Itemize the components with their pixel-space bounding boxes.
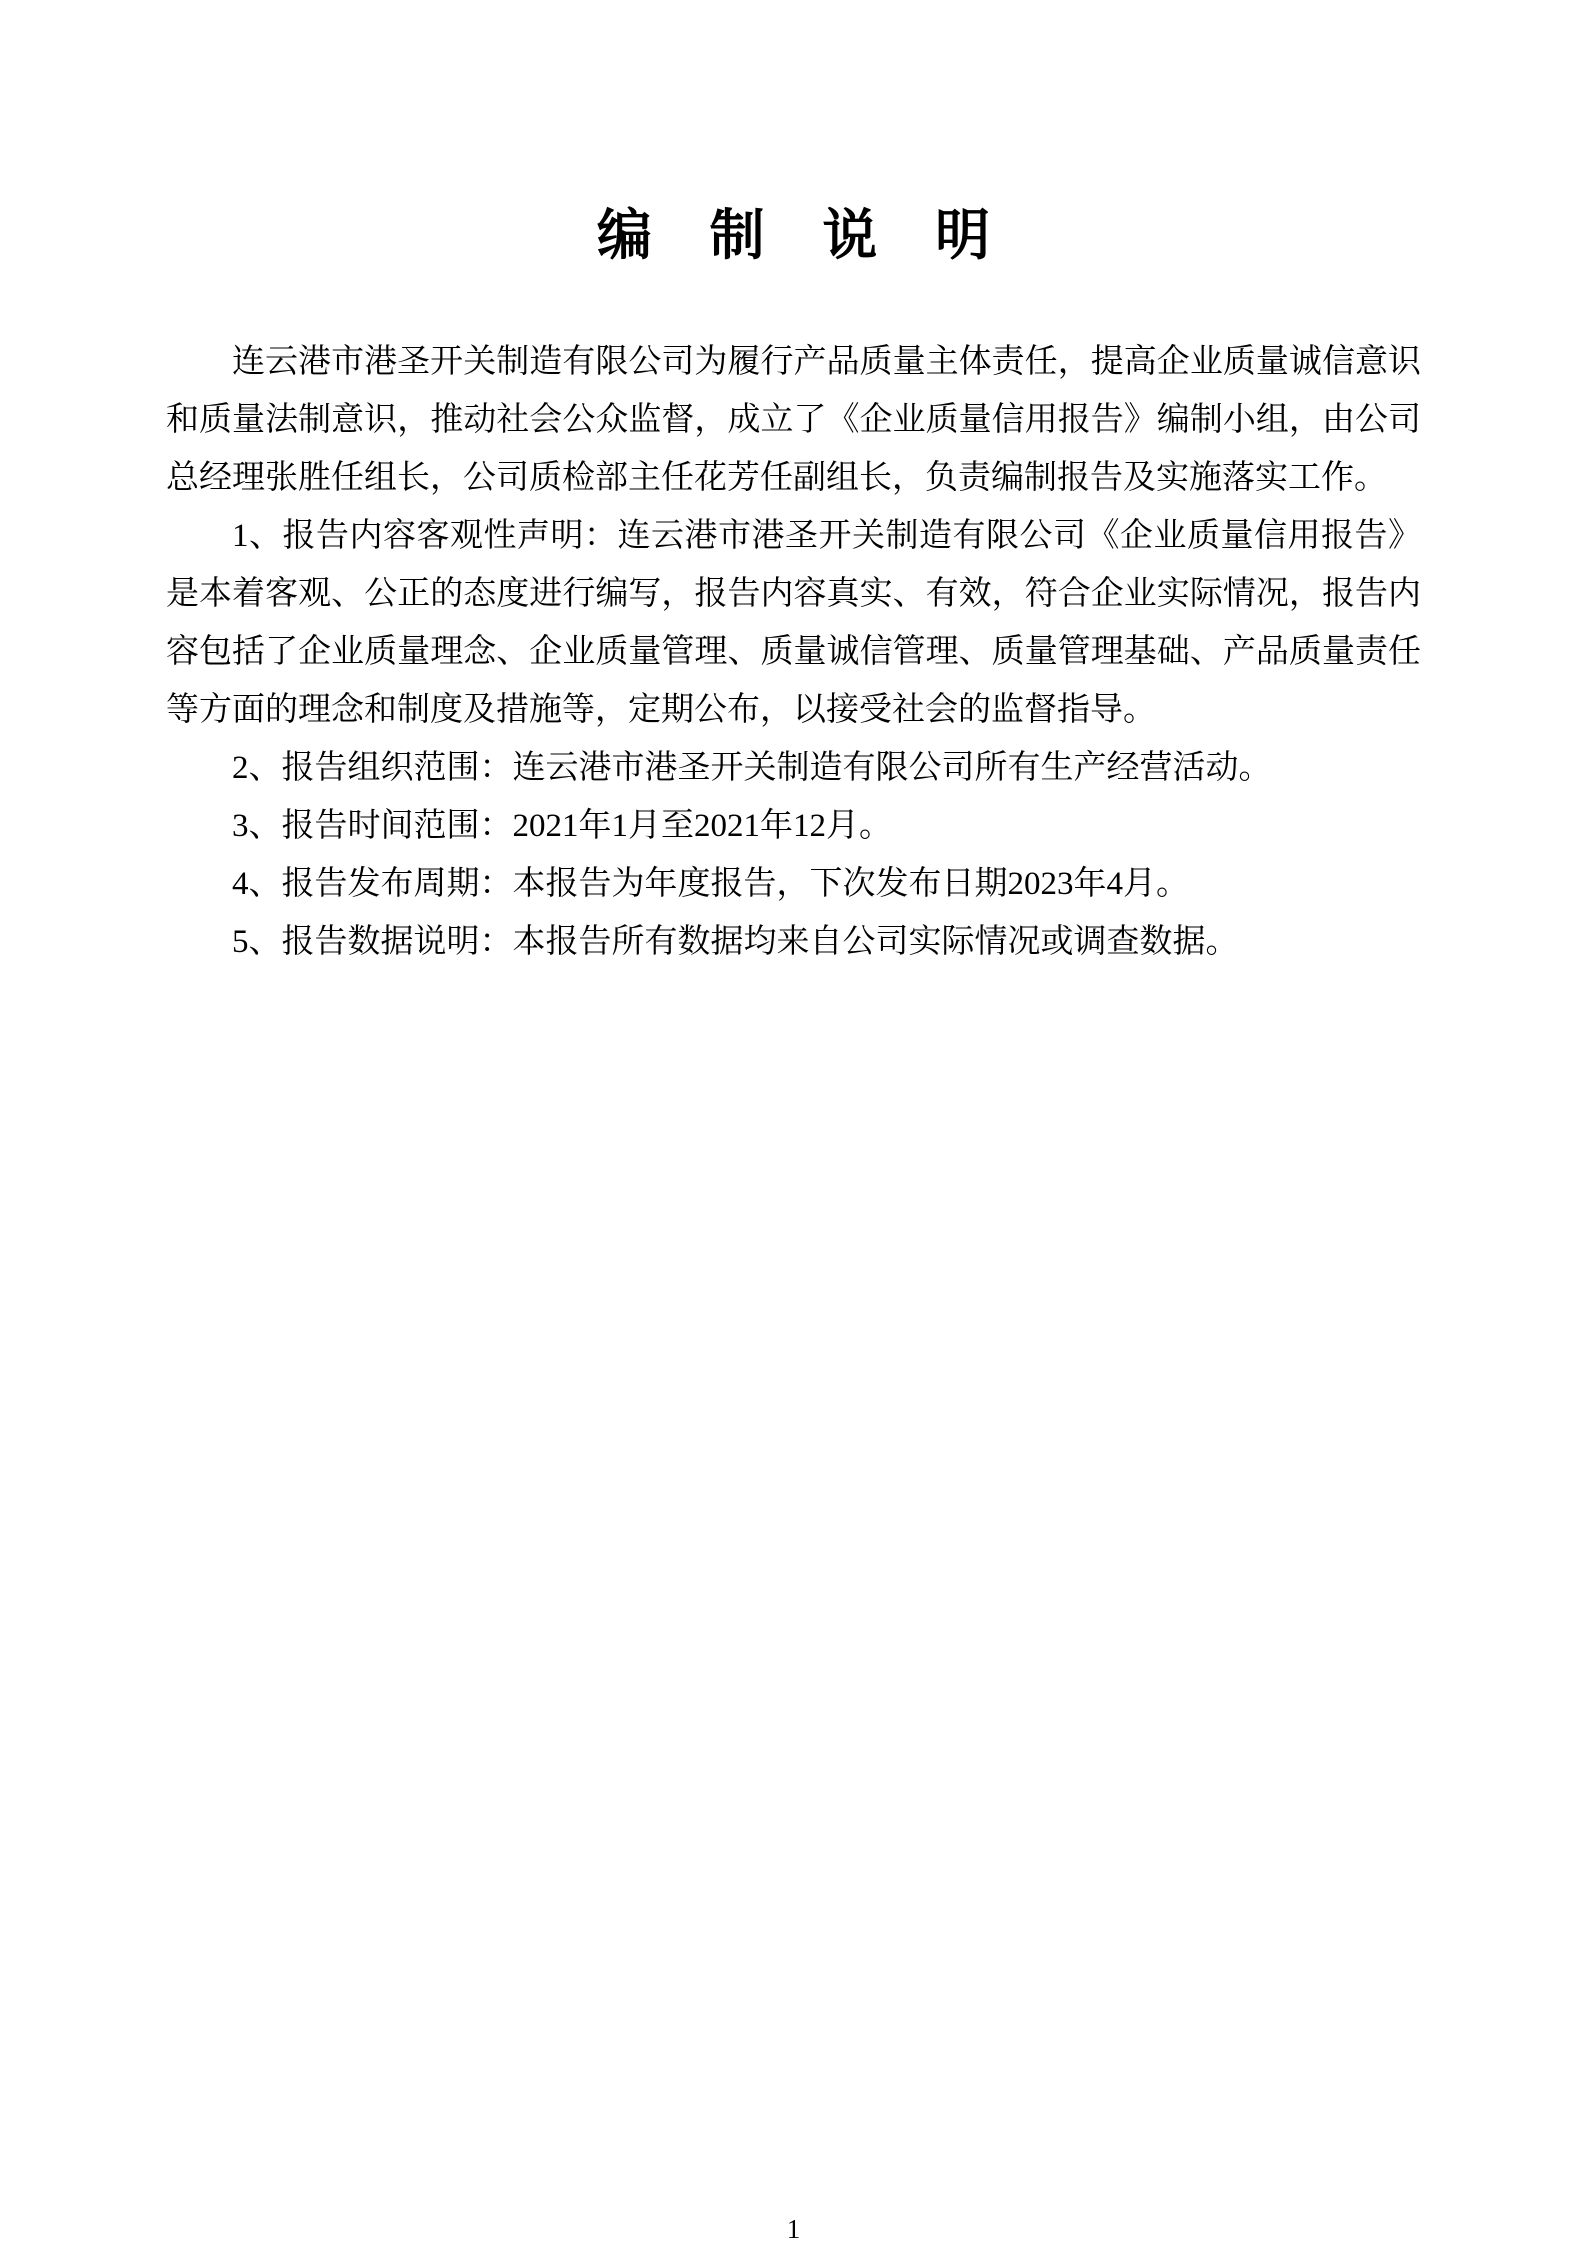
intro-paragraph: 连云港市港圣开关制造有限公司为履行产品质量主体责任，提高企业质量诚信意识和质量法制意识，推动社会公众监督，成立了《企业质量信用报告》编制小组，由公司总经理张胜任组长，公司质检部主任花芳任副组长，负责编制报告及实施落实工作。	[166, 344, 1421, 496]
document-body	[166, 263, 1421, 971]
page-number: 1	[786, 2214, 801, 2244]
item-4-release-cycle: 4、报告发布周期：本报告为年度报告，下次发布日期2023年4月。	[232, 866, 1189, 902]
item-3-time-range: 3、报告时间范围：2021年1月至2021年12月。	[232, 808, 892, 844]
item-1-objectivity-statement: 1、报告内容客观性声明：连云港市港圣开关制造有限公司《企业质量信用报告》是本着客观、公正的态度进行编写，报告内容真实、有效，符合企业实际情况，报告内容包括了企业质量理念、企业质量管理、质量诚信管理、质量管理基础、产品质量责任等方面的理念和制度及措施等，定期公布，以接受社会的监督指导。	[166, 518, 1421, 728]
item-5-data-note: 5、报告数据说明：本报告所有数据均来自公司实际情况或调查数据。	[232, 924, 1239, 960]
item-2-organization-scope: 2、报告组织范围：连云港市港圣开关制造有限公司所有生产经营活动。	[232, 750, 1272, 786]
page-title: 编制说明	[596, 205, 1048, 266]
